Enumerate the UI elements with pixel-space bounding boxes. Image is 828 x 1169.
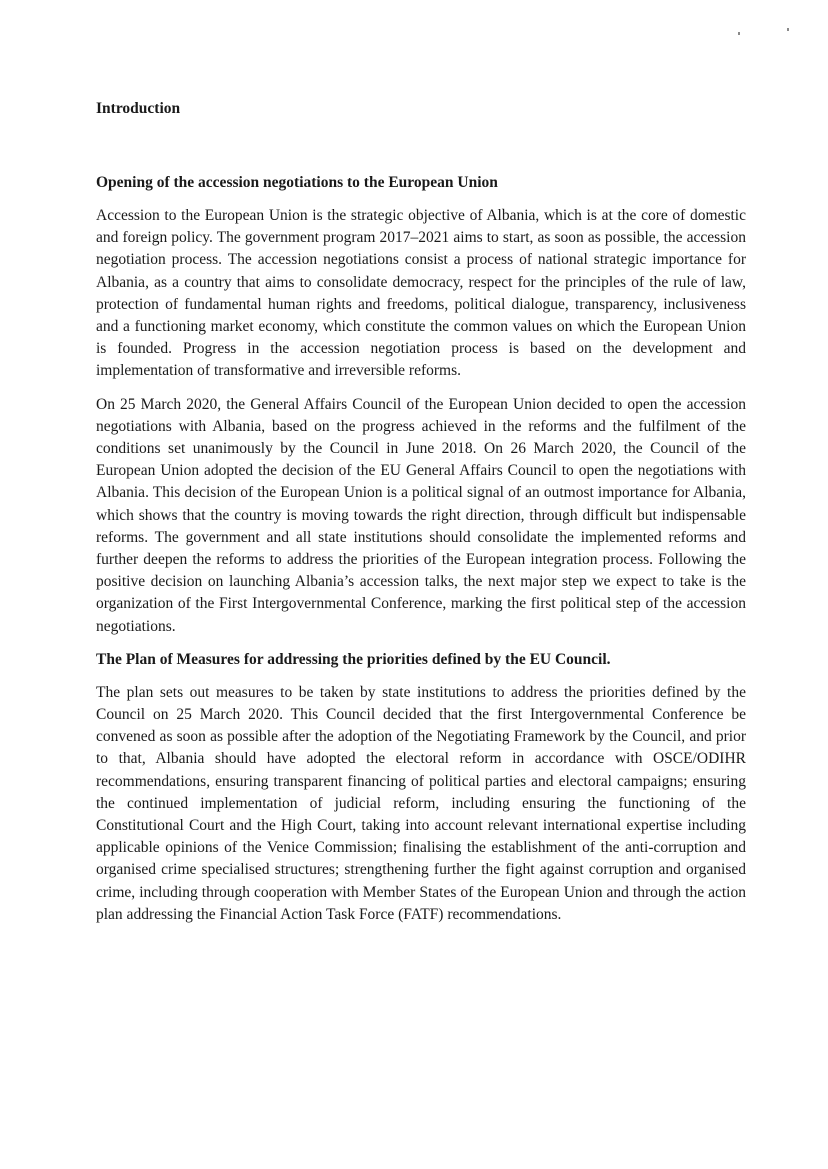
section-heading-plan-of-measures: The Plan of Measures for addressing the priorities defined by the EU Council. <box>96 650 611 668</box>
paragraph-council-decision: On 25 March 2020, the General Affairs Council of the European Union decided to open the accession negotiations with Albania, based on the progress achieved in the reforms and the fulfilment of the conditions set unanimously by the Council in June 2018. On 26 March 2020, the Council of the European Union adopted the decision of the EU General Affairs Council to open the negotiations with Albania. This decision of the European Union is a political signal of an outmost importance for Albania, which shows that the country is moving towards the right direction, through difficult but indispensable reforms. The government and all state institutions should consolidate the implemented reforms and further deepen the reforms to address the priorities of the European integration process. Following the positive decision on launching Albania’s accession talks, the next major step we expect to take is the organization of the First Intergovernmental Conference, marking the first political step of the accession negotiations. <box>96 395 746 635</box>
paragraph-accession-objective: Accession to the European Union is the strategic objective of Albania, which is at the core of domestic and foreign policy. The government program 2017–2021 aims to start, as soon as possible, the accession negotiation process. The accession negotiations consist a process of national strategic importance for Albania, as a country that aims to consolidate democracy, respect for the principles of the rule of law, protection of fundamental human rights and freedoms, political dialogue, transparency, inclusiveness and a functioning market economy, which constitute the common values on which the European Union is founded. Progress in the accession negotiation process is based on the development and implementation of transformative and irreversible reforms. <box>96 207 746 380</box>
scan-dot <box>787 28 789 31</box>
section-heading-accession-negotiations: Opening of the accession negotiations to the European Union <box>96 174 498 191</box>
scan-artifacts <box>735 28 795 38</box>
document-body <box>96 98 746 937</box>
scan-dot <box>738 32 740 35</box>
paragraph-plan-measures: The plan sets out measures to be taken by state institutions to address the priorities defined by the Council on 25 March 2020. This Council decided that the first Intergovernmental Conference be convened as soon as possible after the adoption of the Negotiating Framework by the Council, and prior to that, Albania should have adopted the electoral reform in accordance with OSCE/ODIHR recommendations, ensuring transparent financing of political parties and electoral campaigns; ensuring the continued implementation of judicial reform, including ensuring the functioning of the Constitutional Court and the High Court, taking into account relevant international expertise including applicable opinions of the Venice Commission; finalising the establishment of the anti-corruption and organised crime specialised structures; strengthening further the fight against corruption and organised crime, including through cooperation with Member States of the European Union and through the action plan addressing the Financial Action Task Force (FATF) recommendations. <box>96 683 746 923</box>
introduction-heading: Introduction <box>96 100 181 117</box>
